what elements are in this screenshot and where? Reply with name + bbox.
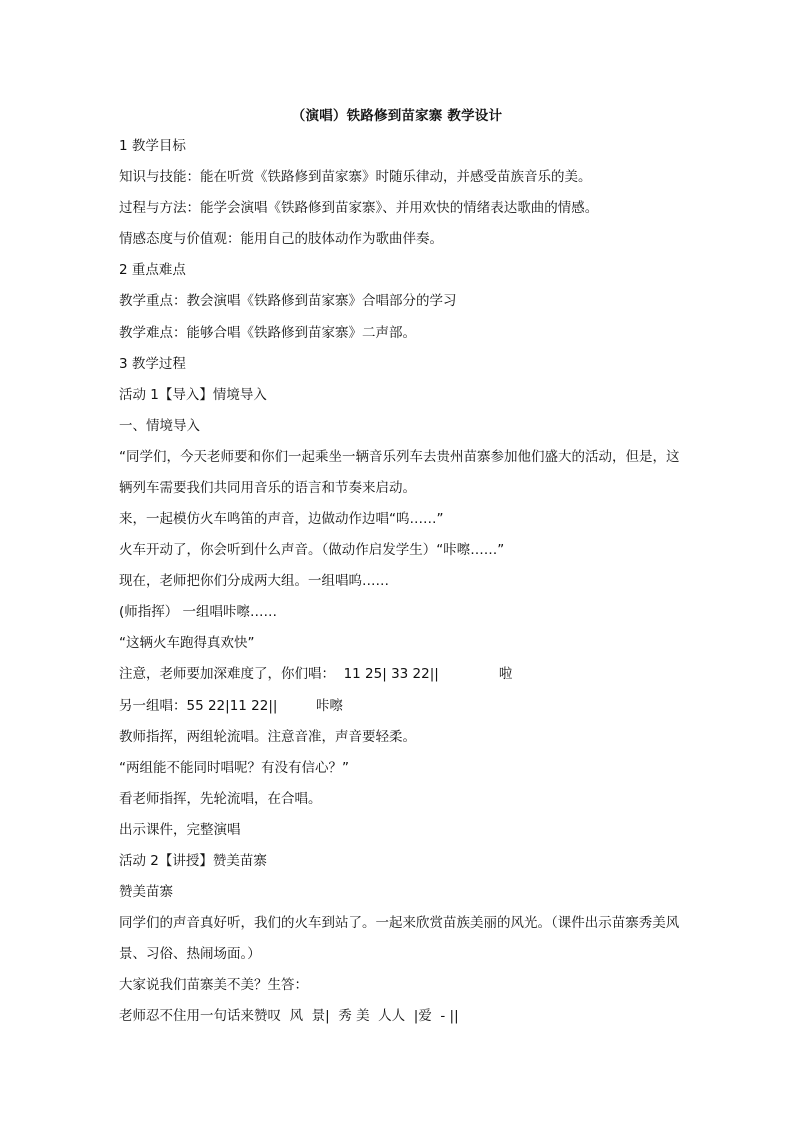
activity-heading: 活动 2【讲授】赞美苗寨 (119, 852, 267, 869)
paragraph: 出示课件，完整演唱 (119, 821, 241, 838)
section-heading-key-points: 2 重点难点 (119, 262, 186, 279)
paragraph: 看老师指挥，先轮流唱，在合唱。 (119, 790, 322, 807)
paragraph: “这辆火车跑得真欢快” (119, 635, 255, 652)
paragraph: 教学难点：能够合唱《铁路修到苗家寨》二声部。 (119, 324, 416, 341)
document-title: （演唱）铁路修到苗家寨 教学设计 (291, 108, 503, 124)
paragraph: 过程与方法：能学会演唱《铁路修到苗家寨》、并用欢快的情绪表达歌曲的情感。 (119, 200, 599, 217)
paragraph-notation: 注意，老师要加深难度了，你们唱： 11 25| 33 22|| 啦 (119, 666, 513, 683)
paragraph: 大家说我们苗寨美不美？生答： (119, 977, 308, 994)
paragraph: 教学重点：教会演唱《铁路修到苗家寨》合唱部分的学习 (119, 293, 457, 310)
paragraph: 教师指挥，两组轮流唱。注意音准，声音要轻柔。 (119, 728, 416, 745)
paragraph: 赞美苗寨 (119, 884, 173, 901)
document-body (119, 131, 689, 1032)
paragraph: 来，一起模仿火车鸣笛的声音，边做动作边唱“呜……” (119, 510, 444, 527)
activity-heading: 活动 1【导入】情境导入 (119, 386, 267, 403)
paragraph: “同学们，今天老师要和你们一起乘坐一辆音乐列车去贵州苗寨参加他们盛大的活动，但是，这辆列车需要我们共同用音乐的语言和节奏来启动。 (119, 448, 680, 496)
paragraph: 火车开动了，你会听到什么声音。（做动作启发学生）“咔嚓……” (119, 542, 505, 559)
paragraph-notation: 另一组唱：55 22|11 22|| 咔嚓 (119, 697, 344, 714)
paragraph: 同学们的声音真好听，我们的火车到站了。一起来欣赏苗族美丽的风光。（课件出示苗寨秀美风景、习俗、热闹场面。） (119, 915, 680, 963)
section-heading-objectives: 1 教学目标 (119, 138, 186, 154)
paragraph: 现在，老师把你们分成两大组。一组唱呜…… (119, 573, 389, 590)
paragraph: 知识与技能：能在听赏《铁路修到苗家寨》时随乐律动，并感受苗族音乐的美。 (119, 169, 592, 186)
paragraph: (师指挥） 一组唱咔嚓…… (119, 604, 278, 621)
paragraph-notation: 老师忍不住用一句话来赞叹 风 景| 秀 美 人人 |爱 - || (119, 1008, 459, 1025)
paragraph: 情感态度与价值观：能用自己的肢体动作为歌曲伴奏。 (119, 231, 443, 248)
paragraph: “两组能不能同时唱呢？有没有信心？” (119, 759, 349, 776)
section-heading-process: 3 教学过程 (119, 355, 186, 372)
paragraph: 一、情境导入 (119, 417, 200, 434)
